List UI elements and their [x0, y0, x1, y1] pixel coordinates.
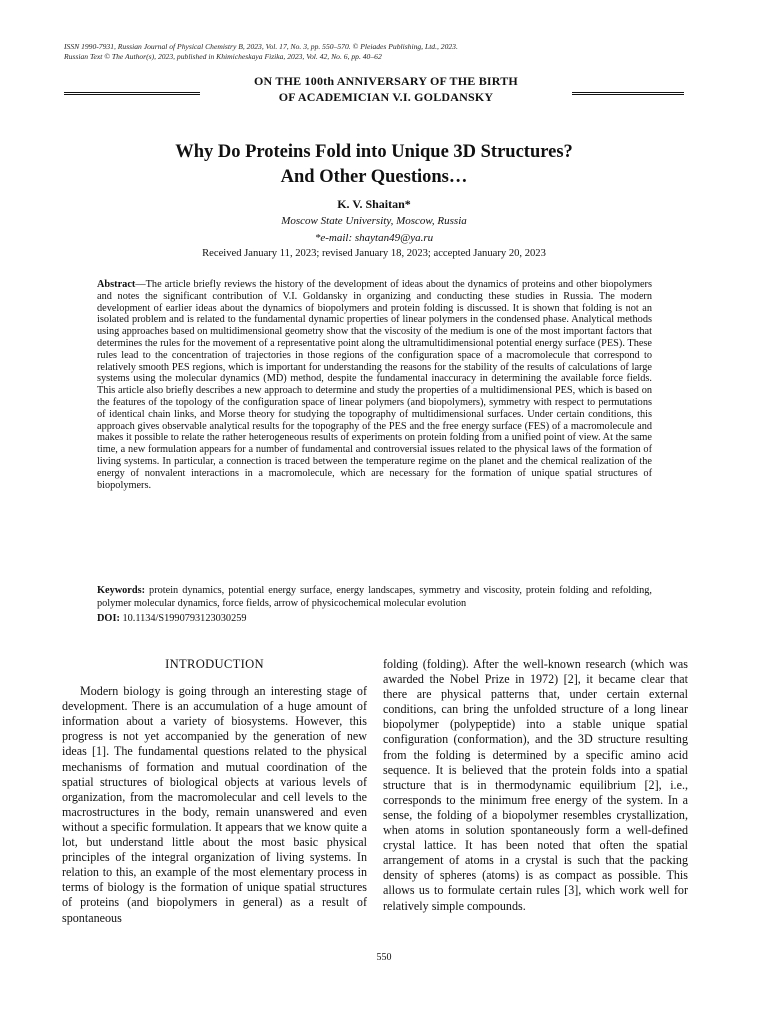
- article-dates: Received January 11, 2023; revised January 18, 2023; accepted January 20, 2023: [202, 248, 546, 259]
- author-affiliation: Moscow State University, Moscow, Russia: [281, 215, 467, 227]
- banner-rule-left: [64, 92, 200, 95]
- page-number: 550: [376, 952, 392, 963]
- doi-label: DOI:: [97, 613, 120, 624]
- author-email: *e-mail: shaytan49@ya.ru: [314, 232, 434, 244]
- abstract: [97, 279, 652, 491]
- body-column-right: [383, 657, 688, 914]
- body-paragraph-left: Modern biology is going through an interesting stage of development. There is an accumulation of a huge amount of information about a variety of biosystems. However, this progress is not yet accompanied by the generation of new ideas [1]. The fundamental questions related to the physical mechanisms of formation and mutual coordination of the spatial structures of biological objects at various levels of organization, from the macromolecular and cell levels to the macrostructures in the body, remain unanswered and even without a specific formulation. It appears that we know quite a lot, but understand little about the most basic physical principles of the integral organization of living systems. In relation to this, an example of the most elementary process in terms of biology is the formation of unique spatial structures of proteins (and biopolymers in general) as a result of spontaneous: [62, 684, 367, 925]
- body-paragraph-right: folding (folding). After the well-known research (which was awarded the Nobel Prize in 1972) [2], it became clear that there are physical patterns that, under certain external conditions, can bring the unfolded structure of a long linear biopolymer (polypeptide) into a stable unique spatial configuration (conformation), and the 3D structure resulting from the folding is determined by a specific amino acid sequence. It is believed that the protein folds into a spatial structure that is in thermodynamic equilibrium [2], i.e., corresponds to the minimum free energy of the system. In a sense, the folding of a biopolymer resembles crystallization, when atoms in solution spontaneously form a well-defined crystal lattice. It has been noted that often the spatial arrangement of atoms in a crystal is such that the packing density of spheres (atoms) is as compact as possible. This allows us to formulate certain rules [3], which work well for relatively simple compounds.: [383, 657, 688, 913]
- article-title-line-1: Why Do Proteins Fold into Unique 3D Structures?: [175, 142, 573, 162]
- introduction-heading: INTRODUCTION: [165, 657, 264, 671]
- section-heading-line-1: ON THE 100th ANNIVERSARY OF THE BIRTH: [254, 74, 518, 88]
- keywords-text: protein dynamics, potential energy surface, energy landscapes, symmetry and viscosity, protein folding and refolding, polymer molecular dynamics, force fields, arrow of physicochemical molecular evolution: [97, 585, 652, 609]
- section-banner: [64, 73, 684, 107]
- abstract-text: —The article briefly reviews the history of the development of ideas about the dynamics of proteins and other biopolymers and notes the significant contribution of V.I. Goldansky in organizing and conducting these studies in Russia. The modern development of earlier ideas about the dynamics of biopolymers and protein folding is discussed. It is shown that folding is not an isolated problem and is related to the fundamental dynamic properties of linear polymers in the condensed phase. Analytical methods using approaches based on multidimensional geometry show that the viscosity of the medium is one of the most important factors that determines the rules for the movement of a representative point along the ultramultidimensional potential energy surface (PES). These rules lead to the concentration of trajectories in those regions of the configuration space of a macromolecule that correspond to relatively smooth PES regions, which is important for understanding the reasons for the stability of the results of calculations of large systems using the molecular dynamics (MD) method, despite the fundamental inaccuracy in determining the available force fields. This article also briefly describes a new approach to determine and study the properties of a multidimensional PES, which is based on the features of the topology of the configuration space of linear polymers (and biopolymers), symmetry with respect to permutations of identical chain links, and Morse theory for studying the topography of multidimensional surfaces. Under certain conditions, this approach gives observable analytical results for the topography of the PES and the free energy surface (FES) of a macromolecule and makes it possible to relate the rather heterogeneous results of experiments on protein folding from a unified point of view. At the same time, a new formulation appears for a number of fundamental and controversial issues related to the physical laws of the formation of living systems. In particular, a connection is traced between the temperature regime on the planet and the chemical realization of the energy of nonvalent interactions in a macromolecule, which are necessary for the formation of unique spatial structures of biopolymers.: [97, 279, 652, 491]
- article-title: [64, 140, 684, 190]
- journal-header: [64, 42, 704, 61]
- banner-rule-right: [572, 92, 684, 95]
- journal-header-line-1: ISSN 1990-7931, Russian Journal of Physical Chemistry B, 2023, Vol. 17, No. 3, pp. 550–570. © Pleiades Publishing, Ltd., 2023.: [64, 42, 458, 51]
- section-heading-line-2: OF ACADEMICIAN V.I. GOLDANSKY: [278, 90, 494, 104]
- doi: [97, 613, 652, 624]
- author-name: K. V. Shaitan*: [337, 197, 411, 211]
- doi-text: 10.1134/S1990793123030259: [119, 613, 247, 624]
- section-heading: [200, 73, 572, 105]
- keywords-label: Keywords:: [97, 585, 146, 596]
- journal-header-line-2: Russian Text © The Author(s), 2023, published in Khimicheskaya Fizika, 2023, Vol. 42, No. 6, pp. 40–62: [64, 51, 382, 61]
- keywords: [97, 584, 652, 610]
- article-title-line-2: And Other Questions…: [280, 167, 468, 187]
- body-column-left: [62, 657, 367, 926]
- abstract-label: Abstract: [97, 279, 136, 290]
